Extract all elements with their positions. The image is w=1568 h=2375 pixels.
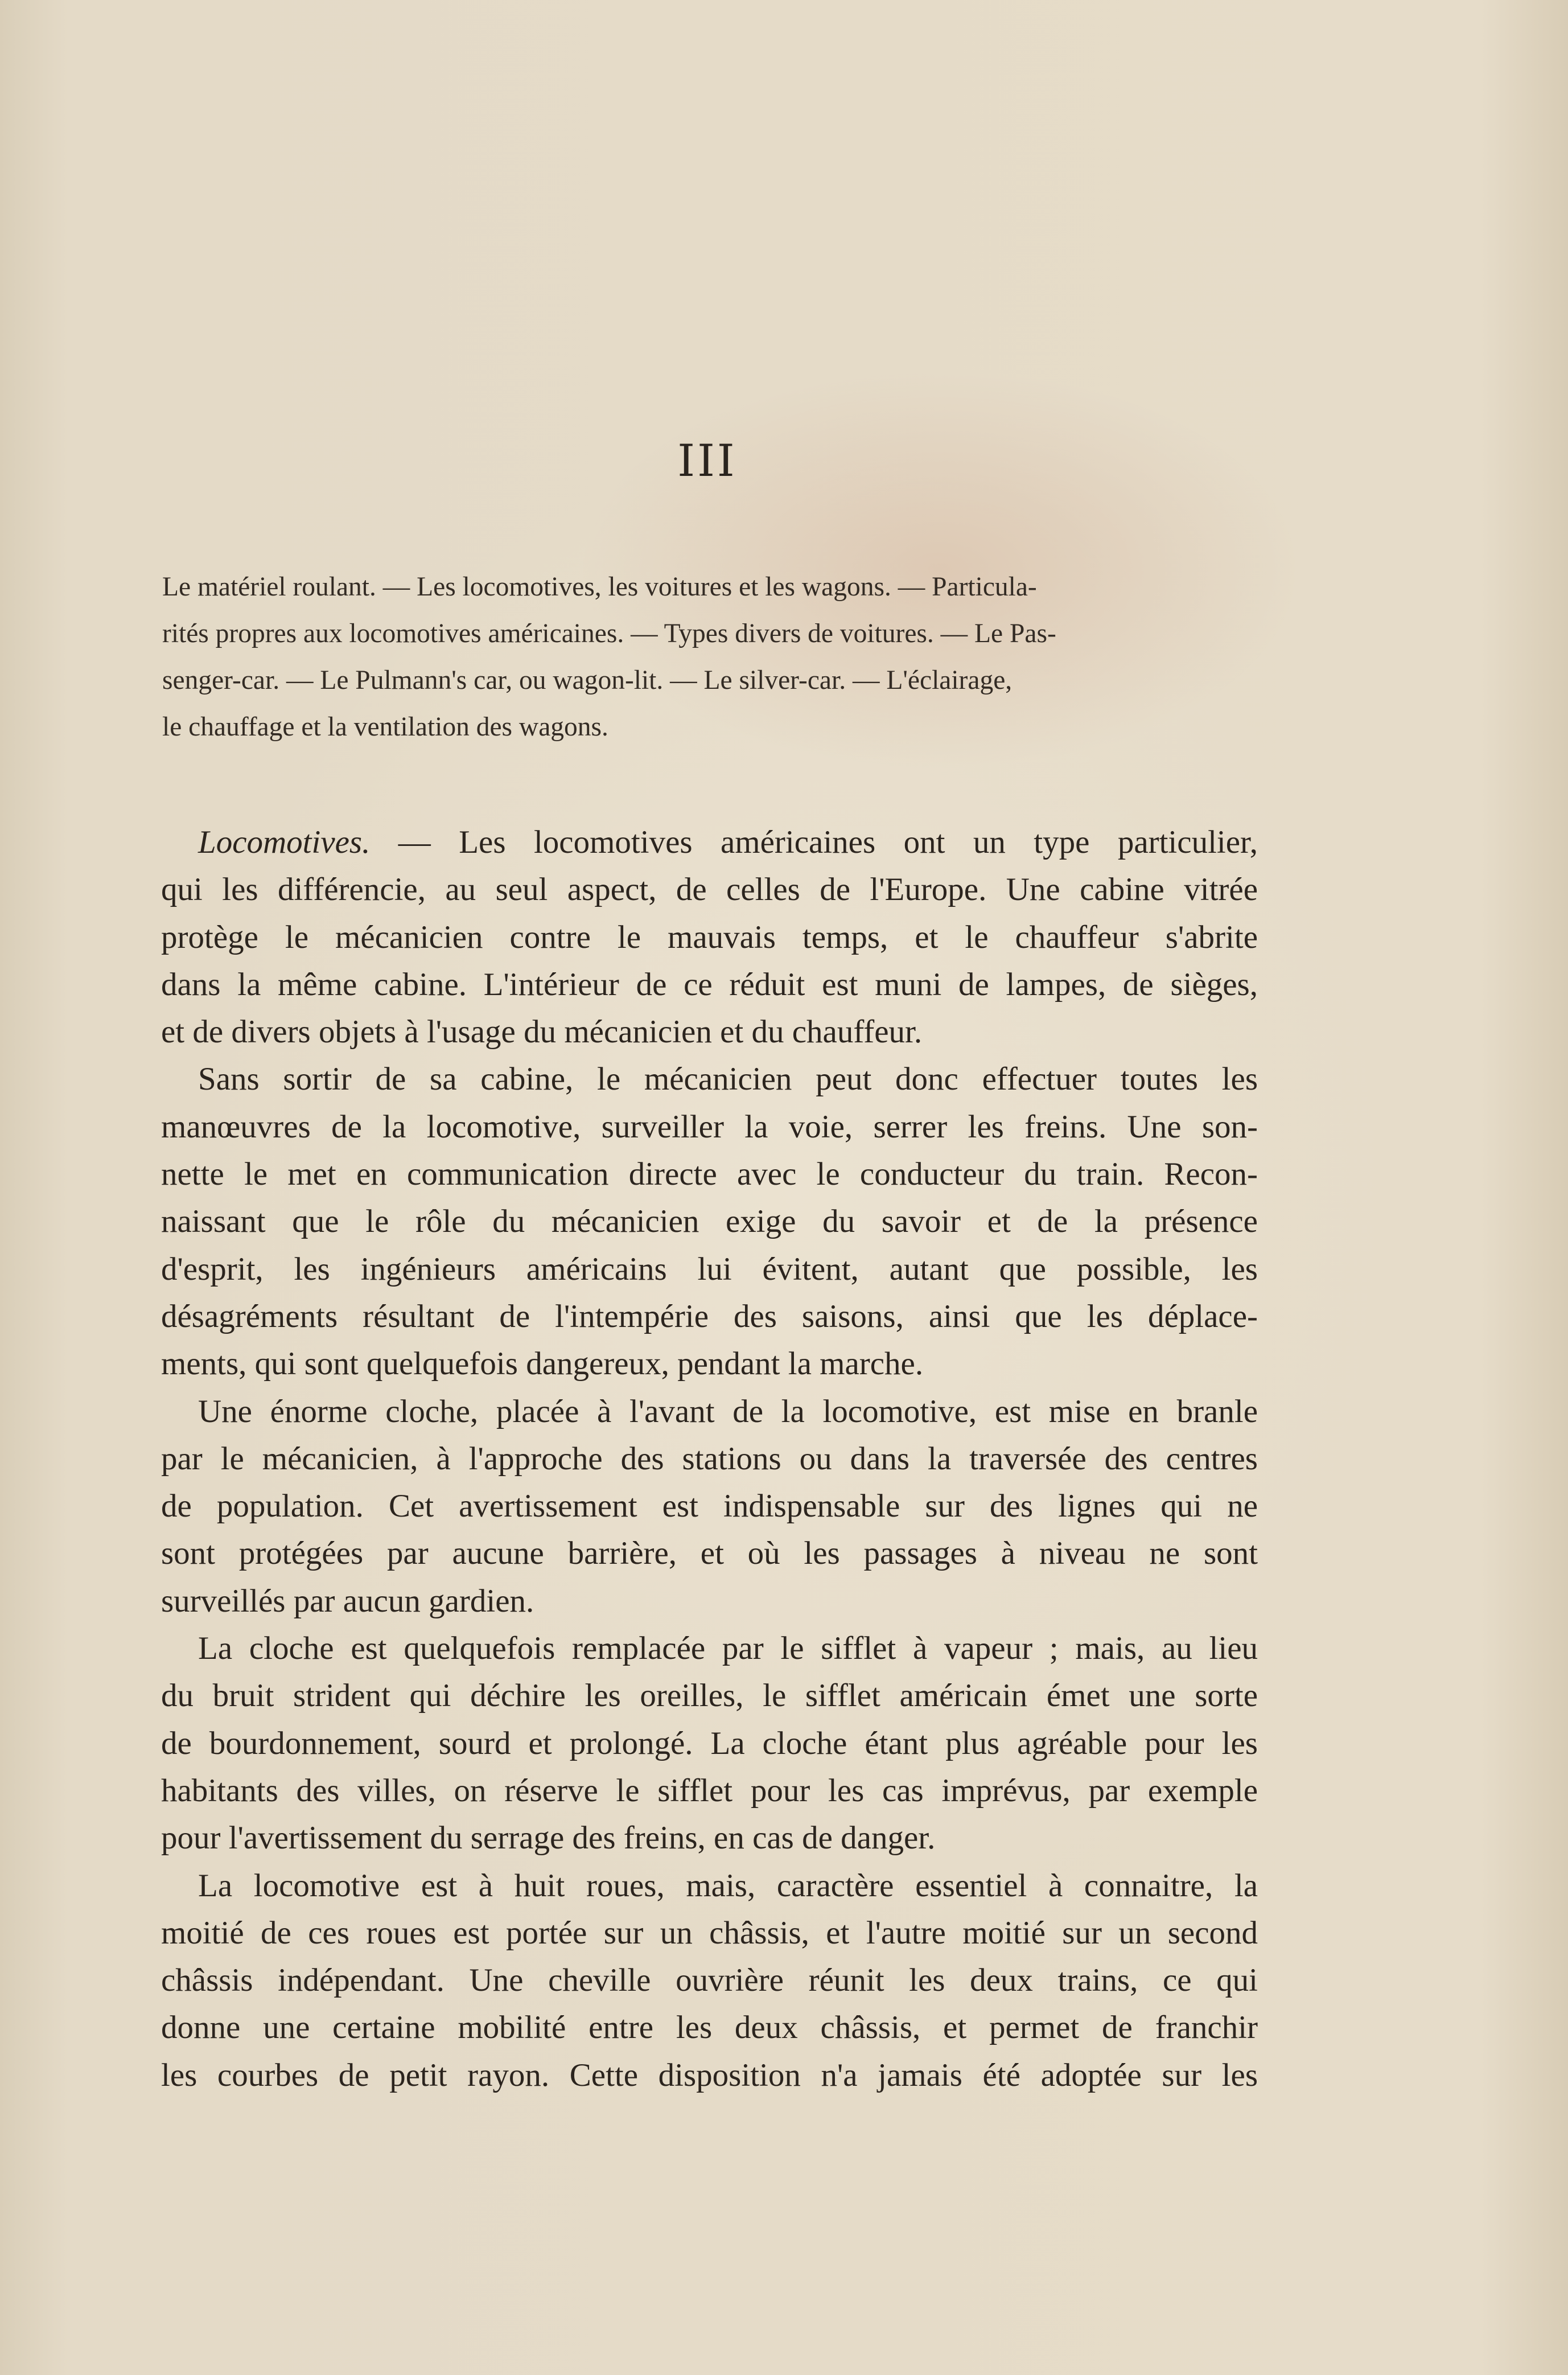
paragraph-line: surveillés par aucun gardien.	[161, 1583, 534, 1619]
paragraph-line: ments, qui sont quelquefois dangereux, pendant la marche.	[161, 1346, 924, 1382]
paragraph-line: Sans sortir de sa cabine, le mécanicien peut donc effectuer toutes les	[198, 1061, 1258, 1098]
summary-line: senger-car. — Le Pulmann's car, ou wagon-lit. — Le silver-car. — L'éclairage,	[162, 665, 1013, 695]
paragraph-line: manœuvres de la locomotive, surveiller la voie, serrer les freins. Une son-	[161, 1108, 1258, 1145]
paragraph-line: de population. Cet avertissement est indispensable sur des lignes qui ne	[161, 1488, 1258, 1525]
paragraph-line: qui les différencie, au seul aspect, de celles de l'Europe. Une cabine vitrée	[161, 872, 1258, 908]
paragraph-line	[161, 819, 1258, 866]
lead-rest: — Les locomotives américaines ont un type particulier,	[370, 824, 1258, 860]
paragraph-line: d'esprit, les ingénieurs américains lui évitent, autant que possible, les	[161, 1251, 1258, 1287]
paragraph-cabine	[161, 1055, 1258, 1387]
paragraph-line: pour l'avertissement du serrage des freins, en cas de danger.	[161, 1820, 936, 1856]
paragraph-line: La cloche est quelquefois remplacée par le sifflet à vapeur ; mais, au lieu	[198, 1630, 1258, 1667]
paragraph-locomotives	[161, 819, 1258, 1055]
paragraph-line: les courbes de petit rayon. Cette disposition n'a jamais été adoptée sur les	[161, 2057, 1258, 2093]
paragraph-line: Une énorme cloche, placée à l'avant de la locomotive, est mise en branle	[198, 1393, 1258, 1429]
summary-line: Le matériel roulant. — Les locomotives, les voitures et les wagons. — Particula-	[162, 572, 1037, 602]
paragraph-line: protège le mécanicien contre le mauvais temps, et le chauffeur s'abrite	[161, 919, 1258, 955]
paragraph-sifflet	[161, 1625, 1258, 1862]
paragraph-line: par le mécanicien, à l'approche des stations ou dans la traversée des centres	[161, 1440, 1258, 1477]
chapter-summary	[162, 564, 1255, 750]
summary-line: le chauffage et la ventilation des wagons.	[162, 712, 608, 742]
section-lead: Locomotives.	[198, 824, 371, 860]
paragraph-cloche	[161, 1388, 1258, 1625]
paragraph-line: La locomotive est à huit roues, mais, caractère essentiel à connaitre, la	[198, 1867, 1258, 1904]
paragraph-line: moitié de ces roues est portée sur un châssis, et l'autre moitié sur un second	[161, 1914, 1258, 1951]
paragraph-line: et de divers objets à l'usage du mécanicien et du chauffeur.	[161, 1014, 923, 1050]
paragraph-line: dans la même cabine. L'intérieur de ce réduit est muni de lampes, de sièges,	[161, 966, 1258, 1002]
summary-line: rités propres aux locomotives américaines. — Types divers de voitures. — Le Pas-	[162, 619, 1056, 648]
paragraph-line: donne une certaine mobilité entre les deux châssis, et permet de franchir	[161, 2010, 1258, 2046]
paragraph-line: sont protégées par aucune barrière, et où les passages à niveau ne sont	[161, 1535, 1258, 1572]
paragraph-line: nette le met en communication directe avec le conducteur du train. Recon-	[161, 1156, 1258, 1193]
chapter-number: III	[677, 435, 737, 487]
paragraph-line: naissant que le rôle du mécanicien exige du savoir et de la présence	[161, 1203, 1258, 1240]
paragraph-line: du bruit strident qui déchire les oreilles, le sifflet américain émet une sorte	[161, 1678, 1258, 1714]
paragraph-roues	[161, 1862, 1258, 2099]
paragraph-line: désagréments résultant de l'intempérie des saisons, ainsi que les déplace-	[161, 1298, 1258, 1334]
paragraph-line: habitants des villes, on réserve le sifflet pour les cas imprévus, par exemple	[161, 1772, 1258, 1809]
body-text	[161, 819, 1258, 2099]
paragraph-line: châssis indépendant. Une cheville ouvrière réunit les deux trains, ce qui	[161, 1962, 1258, 1999]
paragraph-line: de bourdonnement, sourd et prolongé. La cloche étant plus agréable pour les	[161, 1725, 1258, 1761]
